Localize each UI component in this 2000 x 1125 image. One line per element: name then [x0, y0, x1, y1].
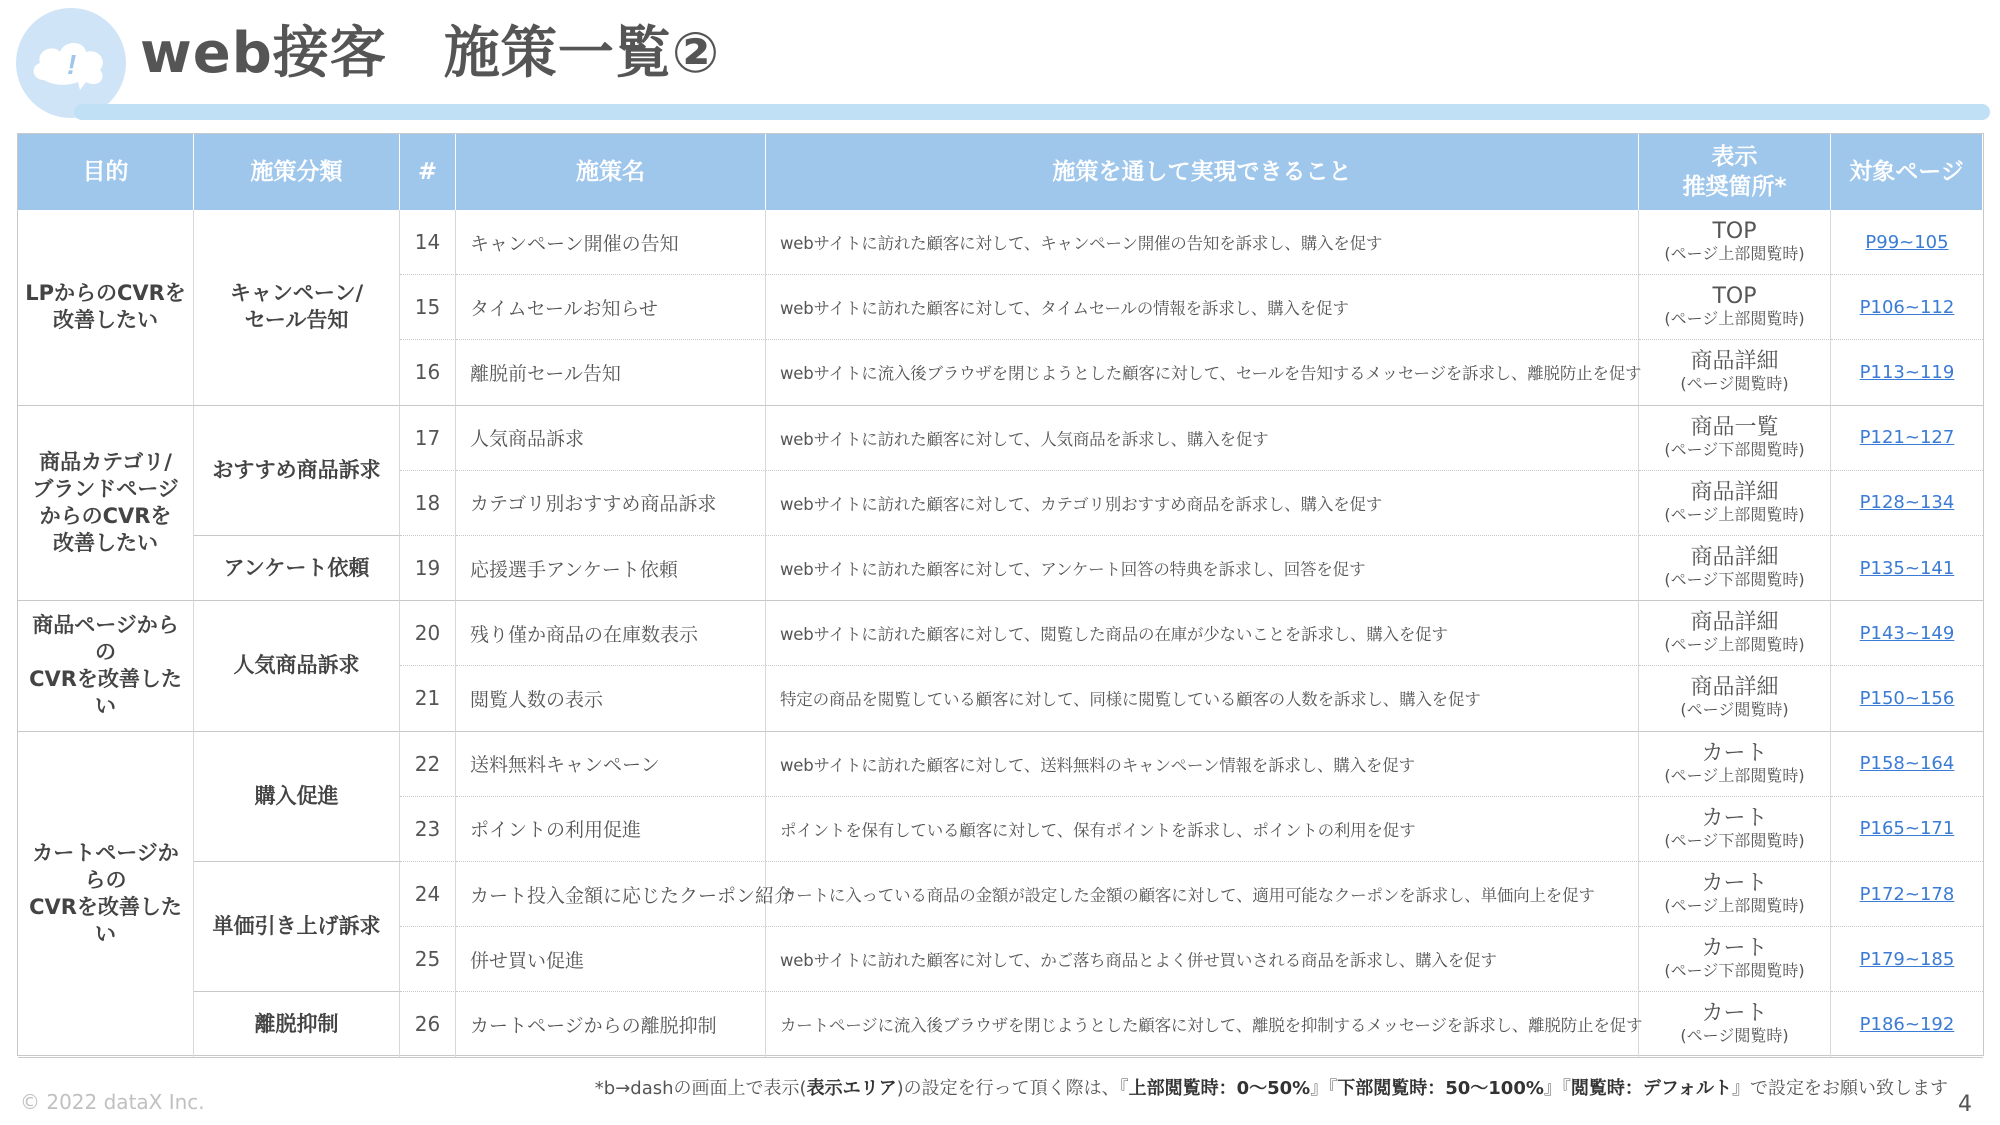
measure-description: ポイントを保有している顧客に対して、保有ポイントを訴求し、ポイントの利用を促す: [766, 797, 1639, 862]
row-number: 23: [400, 797, 456, 862]
target-page-link[interactable]: P165~171: [1859, 818, 1955, 840]
target-page-link[interactable]: P121~127: [1859, 427, 1955, 449]
page-title: web接客 施策一覧②: [140, 21, 721, 86]
placement-sub: (ページ下部閲覧時): [1664, 961, 1805, 981]
target-page-link[interactable]: P179~185: [1859, 948, 1955, 970]
measure-name: 残り僅か商品の在庫数表示: [456, 601, 766, 666]
target-page-cell: [1831, 666, 1983, 731]
measure-description: webサイトに訪れた顧客に対して、アンケート回答の特典を訴求し、回答を促す: [766, 536, 1639, 601]
placement-main: 商品詳細: [1690, 675, 1779, 701]
target-page-cell: [1831, 210, 1983, 275]
header-desc: 施策を通して実現できること: [766, 134, 1639, 210]
target-page-cell: [1831, 340, 1983, 405]
measures-table: [17, 133, 1984, 1056]
placement-main: 商品一覧: [1690, 414, 1779, 440]
measure-description: カートページに流入後ブラウザを閉じようとした顧客に対して、離脱を抑制するメッセージを訴求し、離脱防止を促す: [766, 992, 1639, 1057]
measure-name: 離脱前セール告知: [456, 340, 766, 405]
purpose-cell: 商品ページからの CVRを改善したい: [18, 601, 194, 731]
measure-description: webサイトに訪れた顧客に対して、タイムセールの情報を訴求し、購入を促す: [766, 275, 1639, 340]
header-name: 施策名: [456, 134, 766, 210]
target-page-cell: [1831, 732, 1983, 797]
row-number: 15: [400, 275, 456, 340]
display-placement: [1639, 601, 1831, 666]
placement-sub: (ページ上部閲覧時): [1664, 309, 1805, 329]
footnote: *b→dashの画面上で表示(表示エリア)の設定を行って頂く際は、『上部閲覧時：0〜50%』『下部閲覧時：50〜100%』『閲覧時：デフォルト』で設定をお願い致します: [594, 1078, 1948, 1099]
display-placement: [1639, 210, 1831, 275]
placement-main: 商品詳細: [1690, 545, 1779, 571]
target-page-link[interactable]: P99~105: [1865, 231, 1949, 253]
measure-name: カテゴリ別おすすめ商品訴求: [456, 471, 766, 536]
display-placement: [1639, 406, 1831, 471]
category-cell: 単価引き上げ訴求: [194, 862, 400, 992]
target-page-link[interactable]: P143~149: [1859, 622, 1955, 644]
purpose-cell: 商品カテゴリ/ ブランドページ からのCVRを 改善したい: [18, 406, 194, 602]
row-number: 24: [400, 862, 456, 927]
target-page-cell: [1831, 797, 1983, 862]
category-cell: おすすめ商品訴求: [194, 406, 400, 536]
row-number: 16: [400, 340, 456, 405]
display-placement: [1639, 340, 1831, 405]
page-number: 4: [1958, 1092, 1972, 1117]
row-number: 20: [400, 601, 456, 666]
target-page-cell: [1831, 927, 1983, 992]
display-placement: [1639, 275, 1831, 340]
svg-text:!: !: [67, 49, 77, 80]
row-number: 26: [400, 992, 456, 1057]
measure-name: タイムセールお知らせ: [456, 275, 766, 340]
measure-description: カートに入っている商品の金額が設定した金額の顧客に対して、適用可能なクーポンを訴求し、単価向上を促す: [766, 862, 1639, 927]
target-page-cell: [1831, 406, 1983, 471]
display-placement: [1639, 927, 1831, 992]
placement-main: 商品詳細: [1690, 349, 1779, 375]
target-page-link[interactable]: P113~119: [1859, 361, 1955, 383]
category-cell: 購入促進: [194, 732, 400, 862]
row-number: 22: [400, 732, 456, 797]
placement-main: 商品詳細: [1690, 610, 1779, 636]
measure-description: webサイトに訪れた顧客に対して、カテゴリ別おすすめ商品を訴求し、購入を促す: [766, 471, 1639, 536]
measure-description: webサイトに訪れた顧客に対して、キャンペーン開催の告知を訴求し、購入を促す: [766, 210, 1639, 275]
measure-name: ポイントの利用促進: [456, 797, 766, 862]
measure-description: webサイトに訪れた顧客に対して、人気商品を訴求し、購入を促す: [766, 406, 1639, 471]
header-page: 対象ページ: [1831, 134, 1983, 210]
placement-sub: (ページ閲覧時): [1680, 374, 1789, 394]
measure-description: 特定の商品を閲覧している顧客に対して、同様に閲覧している顧客の人数を訴求し、購入を促す: [766, 666, 1639, 731]
placement-main: カート: [1701, 805, 1768, 831]
title-underline: [74, 104, 1990, 120]
target-page-link[interactable]: P128~134: [1859, 492, 1955, 514]
placement-sub: (ページ閲覧時): [1680, 700, 1789, 720]
header-place: 表示 推奨箇所*: [1639, 134, 1831, 210]
display-placement: [1639, 992, 1831, 1057]
target-page-link[interactable]: P106~112: [1859, 296, 1955, 318]
placement-sub: (ページ上部閲覧時): [1664, 504, 1805, 524]
measure-name: 閲覧人数の表示: [456, 666, 766, 731]
target-page-cell: [1831, 992, 1983, 1057]
row-number: 17: [400, 406, 456, 471]
measure-name: 応援選手アンケート依頼: [456, 536, 766, 601]
target-page-cell: [1831, 601, 1983, 666]
purpose-cell: カートページからの CVRを改善したい: [18, 732, 194, 1058]
header-num: #: [400, 134, 456, 210]
measure-name: カート投入金額に応じたクーポン紹介: [456, 862, 766, 927]
placement-sub: (ページ下部閲覧時): [1664, 570, 1805, 590]
display-placement: [1639, 797, 1831, 862]
category-cell: 人気商品訴求: [194, 601, 400, 731]
placement-sub: (ページ上部閲覧時): [1664, 896, 1805, 916]
placement-main: カート: [1701, 871, 1768, 897]
placement-main: TOP: [1712, 284, 1757, 310]
target-page-link[interactable]: P150~156: [1859, 687, 1955, 709]
measure-description: webサイトに流入後ブラウザを閉じようとした顧客に対して、セールを告知するメッセージを訴求し、離脱防止を促す: [766, 340, 1639, 405]
placement-main: カート: [1701, 1001, 1768, 1027]
measure-name: カートページからの離脱抑制: [456, 992, 766, 1057]
row-number: 25: [400, 927, 456, 992]
purpose-cell: LPからのCVRを 改善したい: [18, 210, 194, 406]
measure-name: 人気商品訴求: [456, 406, 766, 471]
row-number: 19: [400, 536, 456, 601]
display-placement: [1639, 536, 1831, 601]
measure-description: webサイトに訪れた顧客に対して、閲覧した商品の在庫が少ないことを訴求し、購入を促す: [766, 601, 1639, 666]
category-cell: 離脱抑制: [194, 992, 400, 1057]
target-page-cell: [1831, 275, 1983, 340]
display-placement: [1639, 666, 1831, 731]
copyright: © 2022 dataX Inc.: [20, 1090, 205, 1114]
row-number: 14: [400, 210, 456, 275]
display-placement: [1639, 862, 1831, 927]
target-page-link[interactable]: P172~178: [1859, 883, 1955, 905]
category-cell: アンケート依頼: [194, 536, 400, 601]
measure-description: webサイトに訪れた顧客に対して、かご落ち商品とよく併せ買いされる商品を訴求し、購入を促す: [766, 927, 1639, 992]
target-page-link[interactable]: P158~164: [1859, 753, 1955, 775]
placement-sub: (ページ下部閲覧時): [1664, 830, 1805, 850]
placement-sub: (ページ上部閲覧時): [1664, 244, 1805, 264]
placement-sub: (ページ上部閲覧時): [1664, 635, 1805, 655]
target-page-cell: [1831, 536, 1983, 601]
placement-sub: (ページ閲覧時): [1680, 1026, 1789, 1046]
row-number: 18: [400, 471, 456, 536]
target-page-link[interactable]: P135~141: [1859, 557, 1955, 579]
category-cell: キャンペーン/ セール告知: [194, 210, 400, 406]
placement-sub: (ページ下部閲覧時): [1664, 439, 1805, 459]
measure-name: 併せ買い促進: [456, 927, 766, 992]
measure-description: webサイトに訪れた顧客に対して、送料無料のキャンペーン情報を訴求し、購入を促す: [766, 732, 1639, 797]
speech-cloud-icon: [28, 36, 112, 92]
placement-main: カート: [1701, 740, 1768, 766]
row-number: 21: [400, 666, 456, 731]
measure-name: キャンペーン開催の告知: [456, 210, 766, 275]
placement-main: TOP: [1712, 219, 1757, 245]
placement-main: カート: [1701, 936, 1768, 962]
display-placement: [1639, 732, 1831, 797]
measure-name: 送料無料キャンペーン: [456, 732, 766, 797]
target-page-cell: [1831, 862, 1983, 927]
placement-sub: (ページ上部閲覧時): [1664, 765, 1805, 785]
display-placement: [1639, 471, 1831, 536]
target-page-link[interactable]: P186~192: [1859, 1013, 1955, 1035]
placement-main: 商品詳細: [1690, 479, 1779, 505]
target-page-cell: [1831, 471, 1983, 536]
header-category: 施策分類: [194, 134, 400, 210]
header-purpose: 目的: [18, 134, 194, 210]
